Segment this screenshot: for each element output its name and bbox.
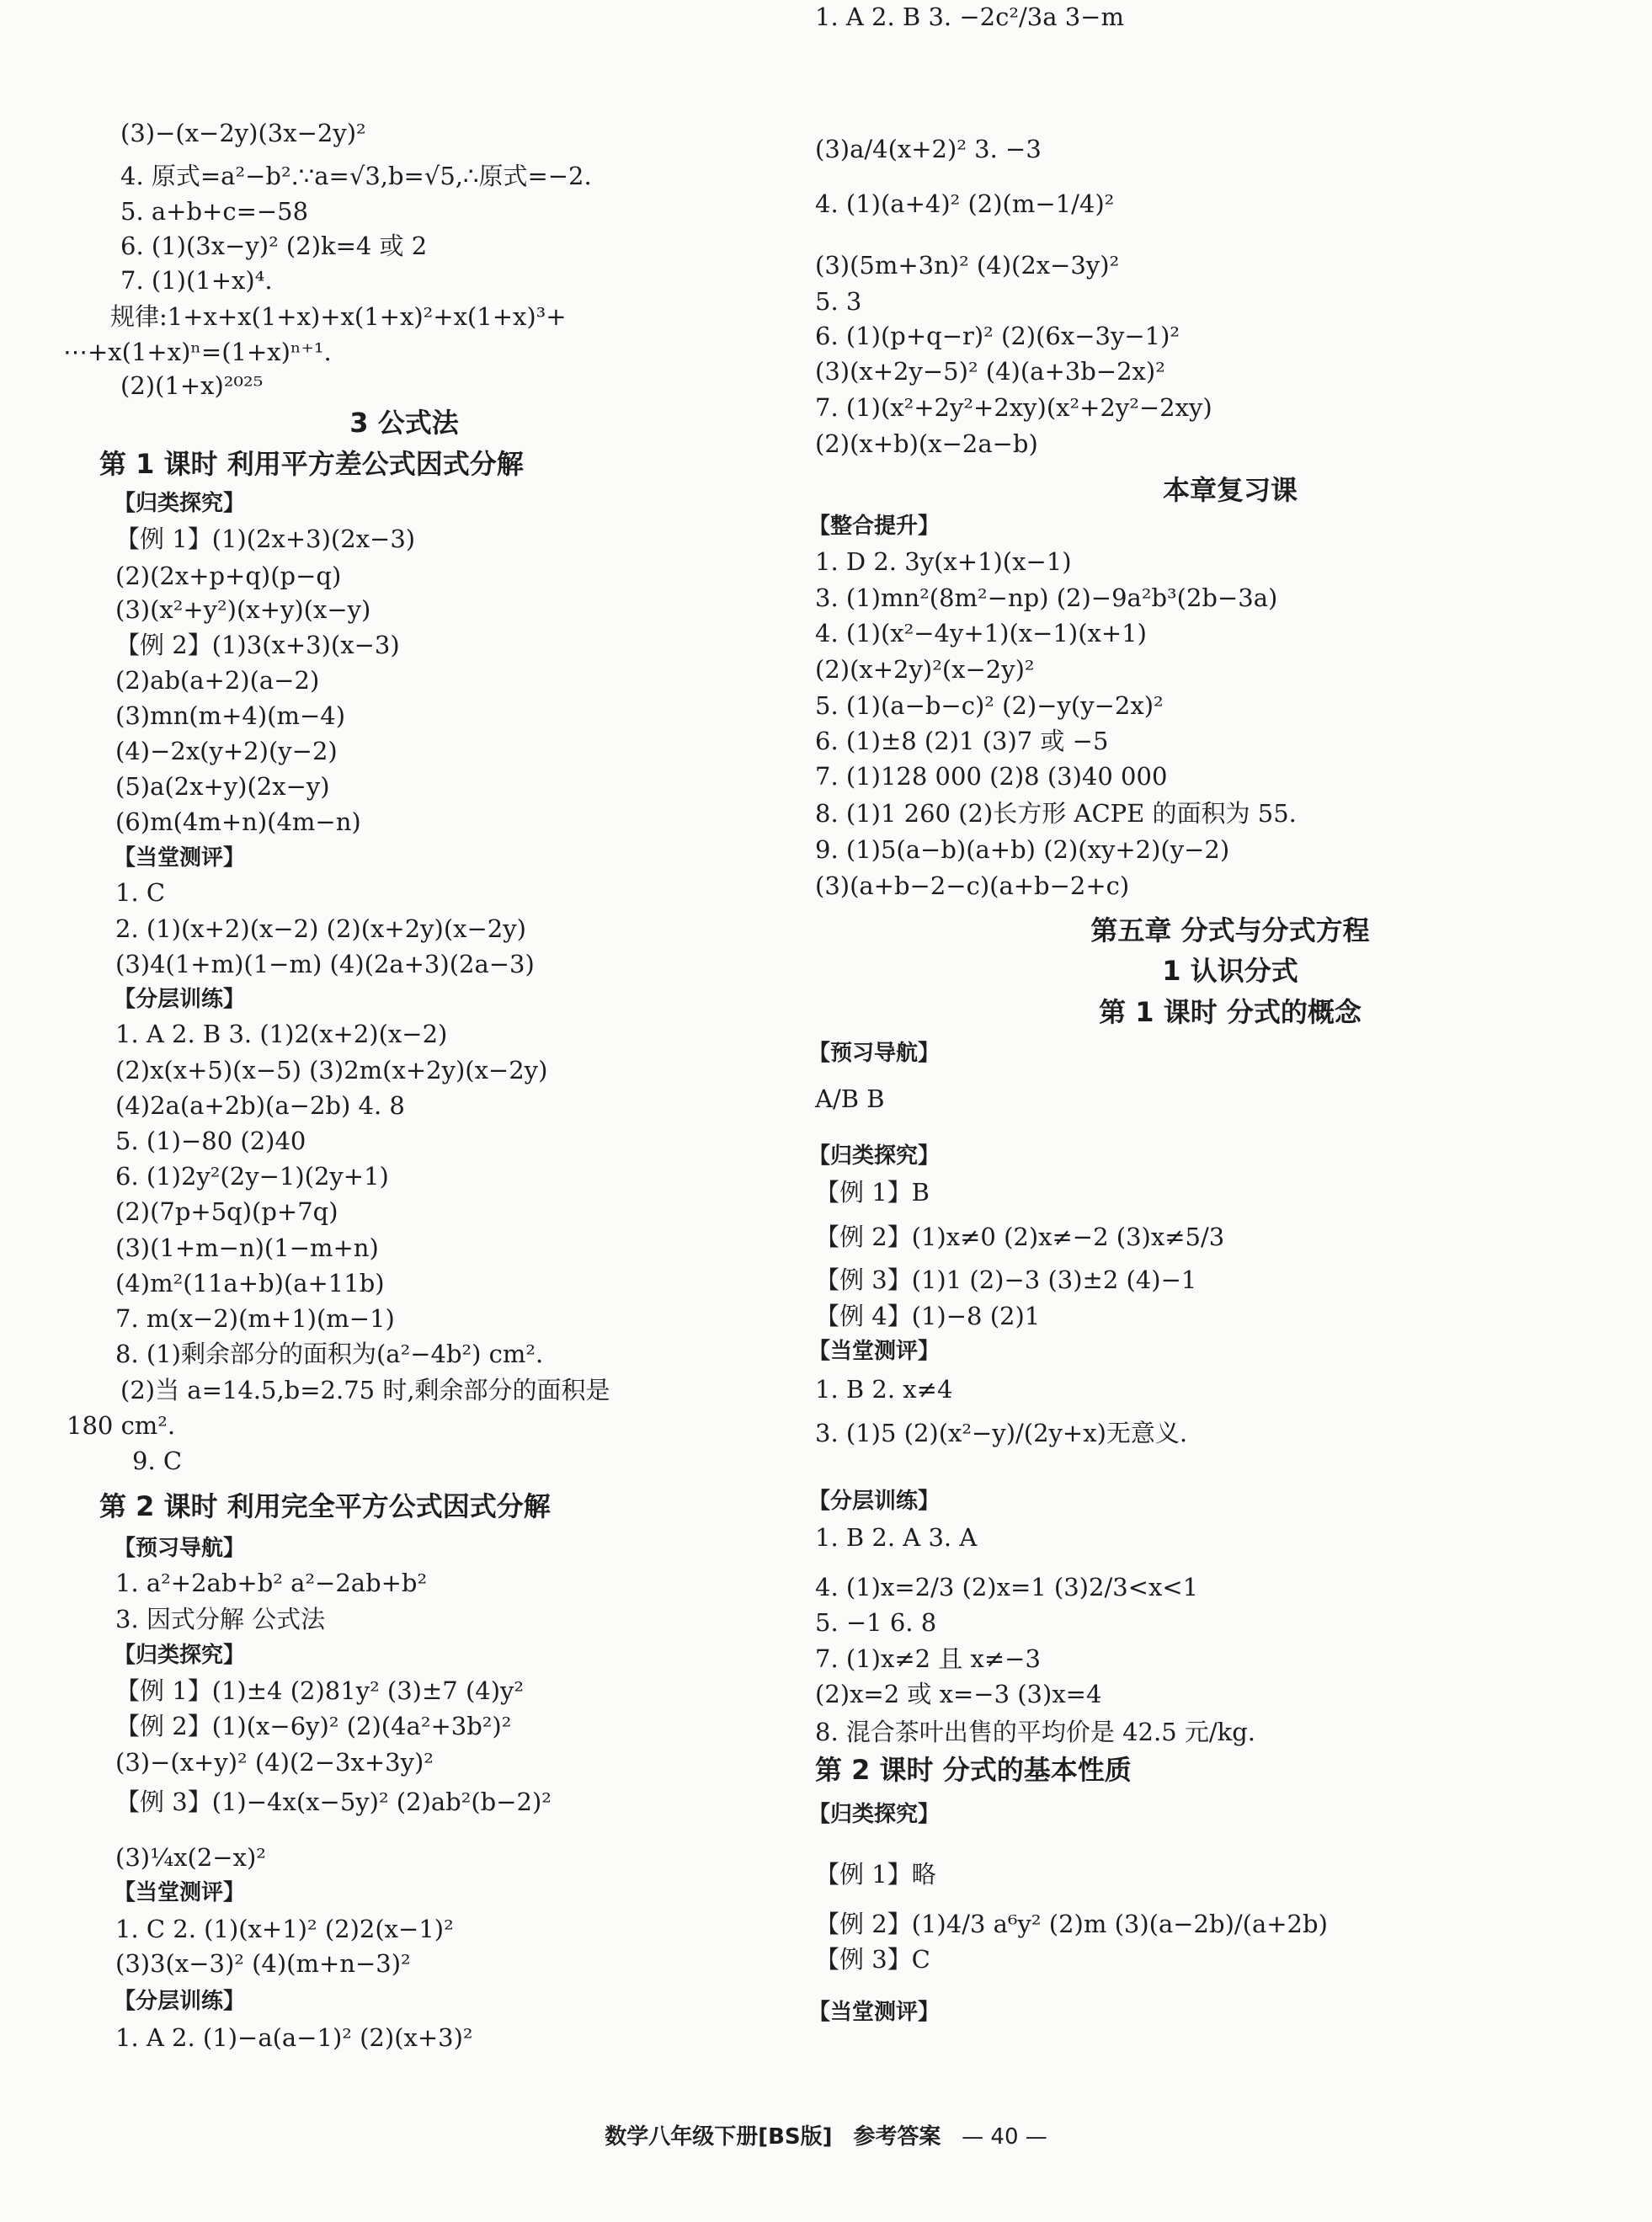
- subsection-label: 【归类探究】: [114, 1643, 246, 1668]
- subsection-label: 【预习导航】: [808, 1041, 941, 1066]
- answer-line: (3)(1+m−n)(1−m+n): [115, 1234, 379, 1262]
- answer-line: 5. (1)(a−b−c)² (2)−y(y−2x)²: [815, 691, 1164, 720]
- answer-line: 1. B 2. A 3. A: [815, 1523, 978, 1552]
- answer-line: 【例 2】(1)(x−6y)² (2)(4a²+3b²)²: [115, 1712, 512, 1740]
- answer-line: ⋯+x(1+x)ⁿ=(1+x)ⁿ⁺¹.: [63, 338, 332, 366]
- answer-line: (3)−(x+y)² (4)(2−3x+3y)²: [115, 1748, 434, 1777]
- answer-line: 【例 1】略: [815, 1860, 936, 1889]
- answer-line: (2)(1+x)²⁰²⁵: [120, 371, 264, 400]
- answer-line: (2)(7p+5q)(p+7q): [115, 1197, 338, 1226]
- answer-line: (2)x(x+5)(x−5) (3)2m(x+2y)(x−2y): [115, 1056, 548, 1084]
- answer-line: 【例 3】C: [815, 1945, 930, 1974]
- footer-section: 参考答案: [853, 2124, 941, 2150]
- answer-line: 【例 2】(1)x≠0 (2)x≠−2 (3)x≠5/3: [815, 1223, 1225, 1251]
- answer-line: 【例 4】(1)−8 (2)1: [815, 1302, 1041, 1330]
- answer-line: 1. a²+2ab+b² a²−2ab+b²: [115, 1569, 428, 1597]
- answer-line: 180 cm².: [67, 1411, 176, 1440]
- answer-line: (3)mn(m+4)(m−4): [115, 701, 346, 730]
- answer-line: 【例 1】(1)±4 (2)81y² (3)±7 (4)y²: [115, 1676, 525, 1705]
- answer-line: (2)(x+b)(x−2a−b): [815, 429, 1038, 458]
- answer-line: (2)(x+2y)²(x−2y)²: [815, 655, 1035, 684]
- answer-line: 4. (1)(a+4)² (2)(m−1/4)²: [815, 189, 1115, 218]
- answer-line: 4. (1)x=2/3 (2)x=1 (3)2/3<x<1: [815, 1573, 1199, 1601]
- answer-line: 1. A 2. B 3. −2c²/3a 3−m: [815, 3, 1124, 31]
- section-heading: 第五章 分式与分式方程: [1090, 914, 1370, 946]
- answer-line: (4)2a(a+2b)(a−2b) 4. 8: [115, 1091, 405, 1120]
- answer-line: 8. (1)剩余部分的面积为(a²−4b²) cm².: [115, 1340, 544, 1368]
- answer-line: 1. C 2. (1)(x+1)² (2)2(x−1)²: [115, 1915, 454, 1943]
- answer-line: (3)(x²+y²)(x+y)(x−y): [115, 595, 371, 624]
- answer-line: (2)ab(a+2)(a−2): [115, 666, 320, 695]
- answer-line: A/B B: [815, 1084, 885, 1113]
- answer-line: 1. D 2. 3y(x+1)(x−1): [815, 547, 1072, 576]
- answer-line: (2)当 a=14.5,b=2.75 时,剩余部分的面积是: [120, 1376, 610, 1404]
- section-heading: 第 1 课时 利用平方差公式因式分解: [99, 448, 524, 480]
- page-footer: [0, 2120, 1652, 2154]
- answer-line: 【例 2】(1)4/3 a⁶y² (2)m (3)(a−2b)/(a+2b): [815, 1910, 1328, 1938]
- answer-line: 【例 1】(1)(2x+3)(2x−3): [115, 525, 416, 553]
- answer-line: (2)(2x+p+q)(p−q): [115, 562, 342, 590]
- subsection-label: 【预习导航】: [114, 1536, 246, 1561]
- answer-line: 4. (1)(x²−4y+1)(x−1)(x+1): [815, 619, 1147, 647]
- answer-line: 5. 3: [815, 287, 862, 316]
- answer-line: 9. C: [132, 1447, 183, 1475]
- subsection-label: 【归类探究】: [114, 491, 246, 516]
- answer-line: (6)m(4m+n)(4m−n): [115, 807, 361, 836]
- answer-line: 【例 1】B: [815, 1178, 930, 1207]
- answer-line: 3. (1)mn²(8m²−np) (2)−9a²b³(2b−3a): [815, 583, 1278, 612]
- answer-line: 1. C: [115, 878, 166, 907]
- answer-line: 【例 2】(1)3(x+3)(x−3): [115, 631, 400, 659]
- answer-line: 7. (1)(1+x)⁴.: [120, 266, 273, 295]
- answer-line: (3)4(1+m)(1−m) (4)(2a+3)(2a−3): [115, 950, 535, 978]
- subsection-label: 【当堂测评】: [808, 1339, 941, 1364]
- answer-line: 6. (1)(p+q−r)² (2)(6x−3y−1)²: [815, 322, 1180, 350]
- subsection-label: 【当堂测评】: [808, 2000, 941, 2025]
- answer-line: (4)m²(11a+b)(a+11b): [115, 1269, 385, 1297]
- answer-line: 6. (1)(3x−y)² (2)k=4 或 2: [120, 232, 428, 260]
- answer-line: 1. B 2. x≠4: [815, 1375, 953, 1404]
- subsection-label: 【当堂测评】: [114, 845, 246, 871]
- subsection-label: 【当堂测评】: [114, 1880, 246, 1905]
- section-heading: 第 2 课时 分式的基本性质: [815, 1754, 1132, 1786]
- answer-line: 2. (1)(x+2)(x−2) (2)(x+2y)(x−2y): [115, 914, 526, 943]
- subsection-label: 【整合提升】: [808, 514, 941, 539]
- answer-line: 6. (1)±8 (2)1 (3)7 或 −5: [815, 727, 1109, 755]
- answer-line: 6. (1)2y²(2y−1)(2y+1): [115, 1162, 389, 1191]
- answer-line: (2)x=2 或 x=−3 (3)x=4: [815, 1680, 1102, 1708]
- section-heading: 第 1 课时 分式的概念: [1099, 996, 1362, 1028]
- section-heading: 本章复习课: [1162, 474, 1298, 506]
- answer-line: 规律:1+x+x(1+x)+x(1+x)²+x(1+x)³+: [110, 302, 567, 331]
- subsection-label: 【归类探究】: [808, 1802, 941, 1827]
- answer-line: 3. 因式分解 公式法: [115, 1605, 326, 1633]
- answer-line: 7. (1)(x²+2y²+2xy)(x²+2y²−2xy): [815, 393, 1212, 422]
- answer-line: 9. (1)5(a−b)(a+b) (2)(xy+2)(y−2): [815, 835, 1230, 864]
- answer-line: (3)¼x(2−x)²: [115, 1843, 266, 1872]
- answer-line: (3)(5m+3n)² (4)(2x−3y)²: [815, 251, 1120, 280]
- answer-line: 8. (1)1 260 (2)长方形 ACPE 的面积为 55.: [815, 799, 1297, 828]
- answer-line: (3)(a+b−2−c)(a+b−2+c): [815, 871, 1130, 900]
- subsection-label: 【归类探究】: [808, 1143, 941, 1169]
- answer-line: 5. a+b+c=−58: [120, 197, 309, 226]
- answer-line: 4. 原式=a²−b².∵a=√3,b=√5,∴原式=−2.: [120, 162, 592, 190]
- section-heading: 3 公式法: [349, 407, 459, 439]
- answer-line: 7. m(x−2)(m+1)(m−1): [115, 1304, 395, 1333]
- section-heading: 第 2 课时 利用完全平方公式因式分解: [99, 1490, 551, 1522]
- answer-line: (4)−2x(y+2)(y−2): [115, 737, 338, 765]
- answer-line: 8. 混合茶叶出售的平均价是 42.5 元/kg.: [815, 1718, 1256, 1746]
- footer-book-title: 数学八年级下册[BS版]: [605, 2124, 833, 2150]
- answer-line: 1. A 2. B 3. (1)2(x+2)(x−2): [115, 1020, 448, 1048]
- footer-page-number: — 40 —: [962, 2124, 1047, 2150]
- answer-line: (3)−(x−2y)(3x−2y)²: [120, 119, 366, 147]
- answer-line: 【例 3】(1)−4x(x−5y)² (2)ab²(b−2)²: [115, 1788, 552, 1816]
- subsection-label: 【分层训练】: [114, 987, 246, 1012]
- answer-line: 3. (1)5 (2)(x²−y)/(2y+x)无意义.: [815, 1419, 1188, 1447]
- answer-line: (3)(x+2y−5)² (4)(a+3b−2x)²: [815, 357, 1165, 386]
- section-heading: 1 认识分式: [1162, 955, 1298, 987]
- subsection-label: 【分层训练】: [808, 1489, 941, 1514]
- answer-line: 【例 3】(1)1 (2)−3 (3)±2 (4)−1: [815, 1266, 1197, 1294]
- answer-line: 7. (1)x≠2 且 x≠−3: [815, 1644, 1041, 1673]
- answer-line: 5. −1 6. 8: [815, 1608, 937, 1637]
- answer-line: (5)a(2x+y)(2x−y): [115, 772, 330, 801]
- answer-line: 5. (1)−80 (2)40: [115, 1127, 306, 1155]
- answer-line: 7. (1)128 000 (2)8 (3)40 000: [815, 762, 1168, 791]
- answer-line: (3)a/4(x+2)² 3. −3: [815, 135, 1042, 163]
- subsection-label: 【分层训练】: [114, 1989, 246, 2014]
- answer-line: (3)3(x−3)² (4)(m+n−3)²: [115, 1949, 411, 1978]
- answer-line: 1. A 2. (1)−a(a−1)² (2)(x+3)²: [115, 2023, 473, 2052]
